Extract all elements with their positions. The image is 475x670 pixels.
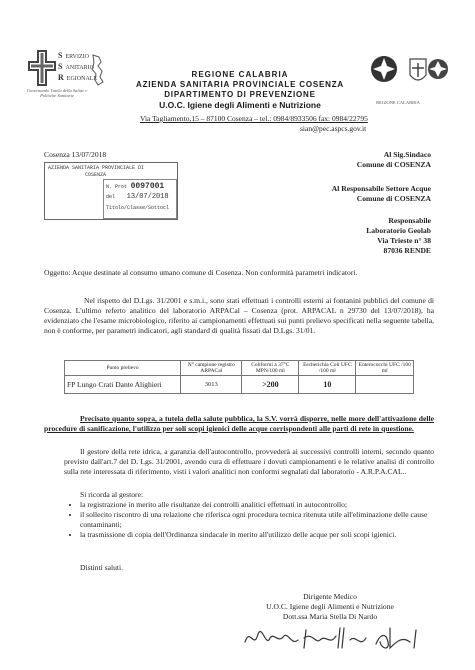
header-address: Via Tagliamento,15 – 87100 Cosenza – tel.: 0984/8933506 fax: 0984/22795 bbox=[140, 114, 368, 123]
reminder-list bbox=[66, 500, 448, 540]
recipient-lab-title: Responsabile bbox=[388, 216, 431, 225]
table-cell: >200 bbox=[242, 376, 299, 394]
manager-paragraph: Il gestore della rete idrica, a garanzia dell'autocontrollo, provvederà ai successivi controlli interni, secondo quanto previsto dall'art.7 del D. Lgs. 31/2001, avendo cura di effettuare i dovuti campionamenti e le relative analisi di controllo sulla rete interessata di riferimento, visti i valori analitici non conformi segnalati dal laboratorio - A.R.P.A.CAL.. bbox=[64, 447, 434, 476]
stamp-line2: COSENZA bbox=[85, 172, 107, 178]
recipient-water-office: Comune di COSENZA bbox=[356, 194, 431, 203]
header-email: sian@pec.aspcs.gov.it bbox=[300, 124, 367, 133]
intro-paragraph: Nel rispetto del D.Lgs. 31/2001 e s.m.i., sono stati effettuati i controlli esterni ai fontanini pubblici del comune di Cosenza. L'ultimo referto analitico del laboratorio ARPACal – Cosenza (prot. ARPACAL n 29730 del 13/07/2018), ha evidenziato che l'esame microbiologico, riferito ai campionamenti effettuati sui punti prelievo specificati nella seguente tabella, non è conforme, per parametri indicatori, agli standard di qualità fissati dal D.Lgs. 31/01. bbox=[44, 296, 434, 335]
header-department: DIPARTIMENTO DI PREVENZIONE bbox=[164, 90, 316, 99]
reminder-heading: Si ricorda al gestore: bbox=[80, 490, 144, 499]
regione-calabria-logo bbox=[370, 55, 450, 95]
date-line: Cosenza 13/07/2018 bbox=[44, 150, 107, 159]
list-item: • la registrazione in merito alle risultanze dei controlli analitici effettuati in autocontrollo; bbox=[80, 500, 448, 510]
stamp-prot-label: N. Prot bbox=[106, 184, 128, 190]
header-unit: U.O.C. Igiene degli Alimenti e Nutrizione bbox=[159, 100, 321, 110]
results-table bbox=[64, 360, 414, 394]
recipient-water-sector bbox=[211, 184, 431, 204]
logo-letter-s2: S bbox=[58, 62, 63, 71]
logo-letter-s: S bbox=[58, 51, 63, 60]
table-cell: 10 bbox=[299, 376, 356, 394]
recipient-lab-street: Via Trieste n° 38 bbox=[377, 236, 431, 245]
stamp-protocol-box bbox=[103, 179, 177, 219]
protocol-stamp bbox=[44, 162, 178, 220]
logo-word-sanitario: ANITARIO bbox=[65, 65, 94, 71]
subject: Oggetto: Acque destinate al consumo umano comune di Cosenza. Non conformità parametri indicatori. bbox=[44, 268, 358, 277]
signature-block bbox=[220, 592, 440, 622]
table-header: Punto prelievo bbox=[65, 361, 181, 376]
stamp-line1: AZIENDA SANITARIA PROVINCIALE DI bbox=[48, 165, 145, 171]
recipient-water-title: Al Responsabile Settore Acque bbox=[331, 184, 431, 193]
stamp-date-label: del bbox=[106, 194, 116, 200]
table-header: Coliformi a 37°C MPN/100 ml bbox=[242, 361, 299, 376]
recipient-mayor bbox=[231, 150, 431, 170]
list-item: • la trasmissione di copia dell'Ordinanza sindacale in merito all'utilizzo delle acque per soli scopi igienici. bbox=[80, 530, 448, 540]
recipient-lab-city: 87036 RENDE bbox=[383, 246, 431, 255]
stamp-prot-number: 0097001 bbox=[130, 182, 165, 191]
ssr-logo-caption: Governando Tutela della Salute e Politiche Sanitarie bbox=[26, 88, 88, 98]
table-header: Enterococchi UFC /100 ml bbox=[356, 361, 414, 376]
signature-scribble-icon bbox=[240, 622, 420, 652]
regional-emblem-icon bbox=[370, 55, 450, 95]
table-cell: 3013 bbox=[181, 376, 242, 394]
table-cell bbox=[356, 376, 414, 394]
signature-name: Dott.ssa Maria Stella Di Nardo bbox=[282, 612, 378, 621]
right-logo-caption: REGIONE CALABRIA bbox=[376, 100, 420, 105]
calabria-map-icon bbox=[90, 54, 104, 86]
table-header: N° campione registro ARPACal bbox=[181, 361, 242, 376]
logo-word-regionale: EGIONALE bbox=[66, 76, 98, 82]
table-cell: FP Lungo Crati Dante Alighieri bbox=[65, 376, 181, 394]
list-item: • il sollecito riscontro di una relazione che riferisca ogni procedura tecnica ritenuta utile all'eliminazione delle cause contaminanti; bbox=[80, 510, 448, 530]
cross-emblem-icon bbox=[28, 50, 56, 86]
logo-word-servizio: ERVIZIO bbox=[65, 54, 89, 60]
header-region: REGIONE CALABRIA bbox=[191, 70, 289, 79]
notice-paragraph: Precisato quanto sopra, a tutela della salute pubblica, la S.V. vorrà disporre, nelle more dell'attivazione delle procedure di sanificazione, l'utilizzo per soli scopi igienici delle acque corrispondenti alle parti di rete in questione. bbox=[44, 414, 434, 433]
signature-title: Dirigente Medico bbox=[303, 592, 357, 601]
closing: Distinti saluti. bbox=[80, 563, 124, 572]
table-row bbox=[65, 376, 414, 394]
logo-letter-r: R bbox=[58, 73, 64, 82]
stamp-date-value: 13/07/2018 bbox=[126, 193, 169, 201]
recipient-mayor-title: Al Sig.Sindaco bbox=[383, 150, 431, 159]
header-asp: AZIENDA SANITARIA PROVINCIALE COSENZA bbox=[136, 80, 344, 89]
recipient-lab-name: Laboratorio Geolab bbox=[366, 226, 431, 235]
handwritten-signature bbox=[240, 622, 420, 652]
table-header: Escherichia Coli UFC /100 ml bbox=[299, 361, 356, 376]
stamp-class-label: Titolo/Classe/Sottocl bbox=[106, 205, 170, 211]
recipient-lab bbox=[231, 216, 431, 256]
table-header-row bbox=[65, 361, 414, 376]
signature-office: U.O.C. Igiene degli Alimenti e Nutrizione bbox=[266, 602, 394, 611]
recipient-mayor-office: Comune di COSENZA bbox=[356, 160, 431, 169]
